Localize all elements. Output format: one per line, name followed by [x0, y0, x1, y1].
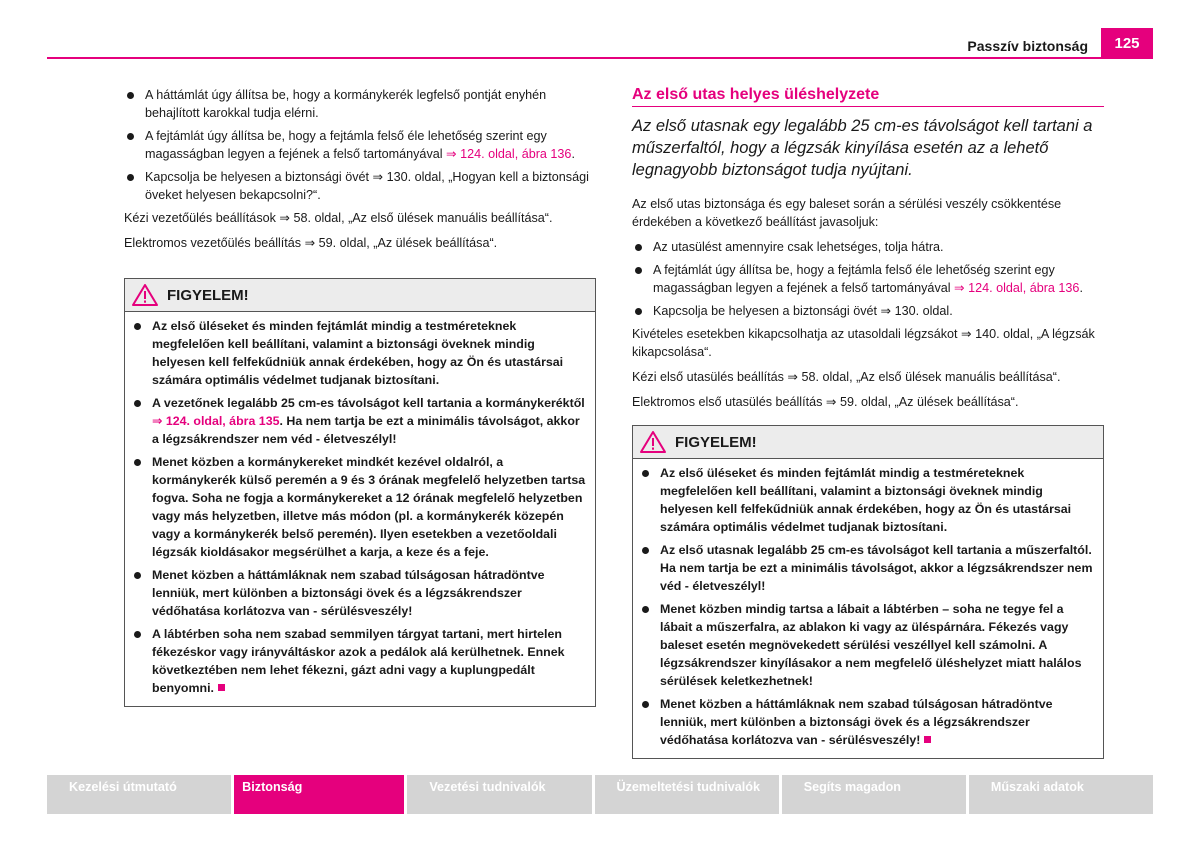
warning-item-text: . Ha nem tartja be ezt a minimális távolságot, akkor a légzsákrendszer nem véd - életveszélyl! [152, 414, 580, 446]
paragraph: Kézi vezetőülés beállítások ⇒ 58. oldal, „Az első ülések manuális beállítása“. [124, 211, 553, 225]
warning-item-text: A lábtérben soha nem szabad semmilyen tárgyat tartani, mert hirtelen fékezéskor vagy irányváltáskor azok a pedálok alá kerülhetnek. Ennek következtében nem lehet fékezni, gázt adni vagy a kuplungpedált benyomni. [152, 627, 565, 695]
tab-muszaki-adatok[interactable]: Műszaki adatok [969, 775, 1153, 814]
warning-item: Az első üléseket és minden fejtámlát mindig a testméreteknek megfelelően kell beállítani, valamint a biztonsági öveknek mindig helyesen kell felfekűdniük annak érdekében, hogy az Ön és utastársai számára optimális védelmet tudjanak biztosítani. [131, 317, 589, 389]
tab-uzemeltetesi-tudnivalok[interactable]: Üzemeltetési tudnivalók [595, 775, 779, 814]
warning-header [633, 426, 1103, 459]
list-item-text: A fejtámlát úgy állítsa be, hogy a fejtámla felső éle lehetőség szerint egy magasságban legyen a fejének a felső tartományával [145, 129, 547, 161]
cross-reference-link[interactable]: ⇒ 124. oldal, ábra 136 [954, 281, 1080, 295]
list-item-end: . [571, 147, 575, 161]
warning-box [632, 425, 1104, 759]
tab-kezelesi-utmutato[interactable]: Kezelési útmutató [47, 775, 231, 814]
list-item-end: . [1079, 281, 1083, 295]
header-rule [47, 57, 1153, 59]
paragraph: Elektromos első utasülés beállítás ⇒ 59. oldal, „Az ülések beállítása“. [632, 395, 1019, 409]
warning-box [124, 278, 596, 707]
warning-item: Az első üléseket és minden fejtámlát mindig a testméreteknek megfelelően kell beállítani, valamint a biztonsági öveknek mindig helyesen kell felfekűdniük annak érdekében, hogy az Ön és utastársai számára optimális védelmet tudjanak biztosítani. [639, 464, 1097, 536]
warning-body [125, 312, 595, 706]
warning-header [125, 279, 595, 312]
list-item: Kapcsolja be helyesen a biztonsági övét ⇒ 130. oldal. [632, 302, 1104, 320]
right-column [632, 86, 1104, 759]
list-item-text: A fejtámlát úgy állítsa be, hogy a fejtámla felső éle lehetőség szerint egy magasságban legyen a fejének a felső tartományával [653, 263, 1055, 295]
paragraph: Kézi első utasülés beállítás ⇒ 58. oldal, „Az első ülések manuális beállítása“. [632, 370, 1061, 384]
warning-item: Menet közben mindig tartsa a lábait a lábtérben – soha ne tegye fel a lábait a műszerfalra, az ablakon ki vagy az üléspárnára. Fékezés vagy baleset esetén megnövekedett sérülési veszéllyel kell számolni. A légzsákrendszer kinyílásakor a nem megfelelő üléshelyzet miatt halálos sérülések keletkezhetnek! [639, 600, 1097, 690]
warning-item: Az első utasnak legalább 25 cm-es távolságot kell tartania a műszerfaltól. Ha nem tartja be ezt a minimális távolságot, akkor a légzsákrendszer nem véd - életveszélyl! [639, 541, 1097, 595]
warning-title: FIGYELEM! [167, 286, 249, 304]
warning-item: Menet közben a kormánykereket mindkét kezével oldalról, a kormánykerék külső peremén a 9 és 3 órának megfelelő helyzetben tartsa fogva. Soha ne fogja a kormánykereket a 12 órának megfelelő helyzetben vagy más helyzetben, illetve más módon (pl. a kormánykerék közepén vagy a kormánykerék belső peremén). Ilyen esetekben a vezetőoldali légzsák kioldásakor megsérülhet a karja, a keze és a feje. [131, 453, 589, 561]
tab-vezetesi-tudnivalok[interactable]: Vezetési tudnivalók [407, 775, 591, 814]
end-marker [924, 736, 931, 743]
warning-item-text: A vezetőnek legalább 25 cm-es távolságot kell tartania a kormánykeréktől [152, 396, 585, 410]
list-item: A háttámlát úgy állítsa be, hogy a kormánykerék legfelső pontját enyhén behajlított karokkal tudja elérni. [124, 86, 596, 122]
tab-segits-magadon[interactable]: Segíts magadon [782, 775, 966, 814]
warning-item [131, 394, 589, 448]
warning-triangle-icon [131, 283, 159, 307]
left-column [124, 86, 596, 707]
paragraph: Kivételes esetekben kikapcsolhatja az utasoldali légzsákot ⇒ 140. oldal, „A légzsák kikapcsolása“. [632, 327, 1095, 359]
warning-triangle-icon [639, 430, 667, 454]
warning-item-text: Menet közben a háttámláknak nem szabad túlságosan hátradöntve lenniük, mert különben a biztonsági övek és a légzsákrendszer védőhatása korlátozva van - sérülésveszély! [660, 697, 1053, 747]
end-marker [218, 684, 225, 691]
warning-item [639, 695, 1097, 749]
section-heading: Az első utas helyes üléshelyzete [632, 86, 1104, 107]
list-item [632, 261, 1104, 297]
cross-reference-link[interactable]: ⇒ 124. oldal, ábra 135 [152, 414, 280, 428]
warning-body [633, 459, 1103, 758]
warning-item [131, 625, 589, 697]
lead-paragraph: Az első utasnak egy legalább 25 cm-es távolságot kell tartani a műszerfaltól, hogy a légzsák kinyílása esetén az a lehető legnagyobb biztonságot tudja nyújtani. [632, 117, 1093, 179]
tab-biztonsag[interactable]: Biztonság [234, 775, 404, 814]
paragraph: Elektromos vezetőülés beállítás ⇒ 59. oldal, „Az ülések beállítása“. [124, 236, 498, 250]
paragraph: Az első utas biztonsága és egy baleset során a sérülési veszély csökkentése érdekében a következő beállítást javasoljuk: [632, 197, 1062, 229]
list-item: Az utasülést amennyire csak lehetséges, tolja hátra. [632, 238, 1104, 256]
section-title: Passzív biztonság [967, 38, 1088, 54]
list-item [124, 127, 596, 163]
page-number: 125 [1101, 28, 1153, 59]
cross-reference-link[interactable]: ⇒ 124. oldal, ábra 136 [446, 147, 572, 161]
warning-title: FIGYELEM! [675, 433, 757, 451]
warning-item: Menet közben a háttámláknak nem szabad túlságosan hátradöntve lenniük, mert különben a biztonsági övek és a légzsákrendszer védőhatása korlátozva van - sérülésveszély! [131, 566, 589, 620]
footer-nav [47, 775, 1153, 814]
list-item: Kapcsolja be helyesen a biztonsági övét ⇒ 130. oldal, „Hogyan kell a biztonsági öveket helyesen bekapcsolni?“. [124, 168, 596, 204]
